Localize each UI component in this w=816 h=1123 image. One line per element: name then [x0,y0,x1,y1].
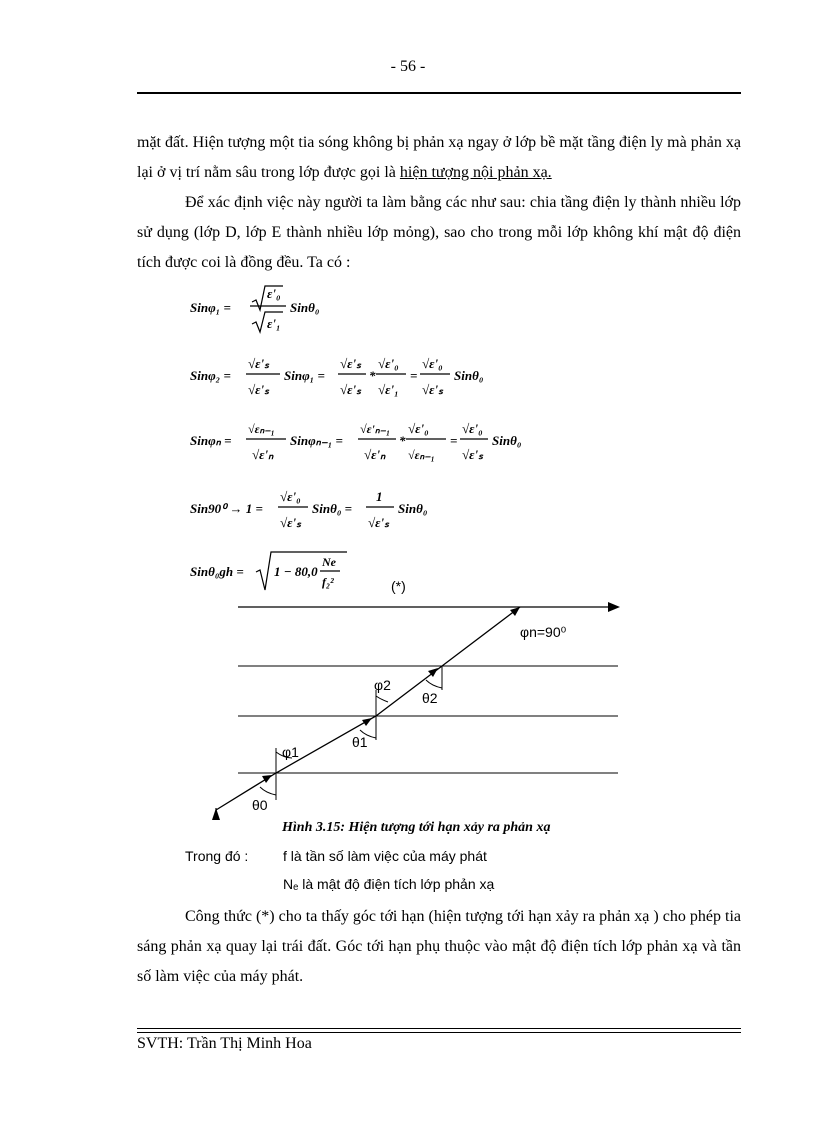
equation-1 [190,282,350,342]
svg-text:√ε'₀: √ε'₀ [422,356,443,371]
paragraph-intro-text: mặt đất. Hiện tượng một tia sóng không bị phản xạ ngay ở lớp bề mặt tầng điện ly mà phản xạ lại ở vị trí nằm sâu trong lớp được gọi là [137,134,741,181]
svg-text:√ε'ₙ: √ε'ₙ [364,447,386,462]
label-theta1: θ1 [352,734,368,750]
eq1-lhs: Sinφ₁ = [190,300,231,315]
figure-caption: Hình 3.15: Hiện tượng tới hạn xảy ra phản xạ [282,820,551,835]
svg-text:√ε'ₙ: √ε'ₙ [252,447,274,462]
svg-text:√ε'ₛ: √ε'ₛ [248,382,269,397]
eq2-lhs: Sinφ₂ = [190,368,231,383]
eq1-rhs: Sinθ₀ [290,300,320,315]
definition-ne: Nₑ là mật độ điện tích lớp phản xạ [283,876,495,892]
eq4-rhs: Sinθ₀ [398,501,428,516]
label-phi1: φ1 [282,744,299,760]
eq5-den: f₂² [322,575,334,589]
svg-text:√ε'ₛ: √ε'ₛ [422,382,443,397]
svg-text:√ε'₀: √ε'₀ [280,489,301,504]
svg-text:√εₙ₋₁: √εₙ₋₁ [248,422,275,436]
svg-text:√ε'ₛ: √ε'ₛ [340,382,361,397]
paragraph-intro [137,128,741,188]
definition-f: f là tần số làm việc của máy phát [283,848,487,864]
svg-text:√ε'₀: √ε'₀ [462,421,483,436]
svg-text:√ε'ₛ: √ε'ₛ [248,356,269,371]
label-theta2: θ2 [422,690,438,706]
footer-author: SVTH: Trần Thị Minh Hoa [137,1035,312,1052]
eq3-mid: Sinφₙ₋₁ = [290,433,343,448]
eq3-rhs: Sinθ₀ [492,433,522,448]
svg-text:1: 1 [376,489,383,504]
term-internal-reflection: hiện tượng nội phản xạ. [399,164,552,181]
definitions-label: Trong đó : [185,848,249,864]
eq2-mid: Sinφ₁ = [284,368,325,383]
svg-text:=: = [450,433,458,448]
equation-2 [190,350,490,410]
svg-text:√εₙ₋₁: √εₙ₋₁ [408,448,435,462]
svg-text:√ε'₀: √ε'₀ [378,356,399,371]
svg-text:ε'₁: ε'₁ [267,316,281,331]
eq4-mid: Sinθ₀ = [312,501,353,516]
svg-text:√ε'₀: √ε'₀ [408,421,429,436]
eq5-expr: 1 − 80,0 [274,564,318,579]
svg-text:ε'₀: ε'₀ [267,286,281,301]
svg-text:√ε'ₛ: √ε'ₛ [280,515,301,530]
svg-text:√ε'₁: √ε'₁ [378,382,399,397]
label-phi2: φ2 [374,677,391,693]
label-phi-n: φn=90⁰ [520,624,567,640]
svg-text:*: * [369,368,376,383]
footer-rule [137,1028,741,1033]
label-theta0: θ0 [252,797,268,813]
svg-text:=: = [410,368,418,383]
svg-text:√ε'ₛ: √ε'ₛ [368,515,389,530]
svg-text:√ε'ₛ: √ε'ₛ [340,356,361,371]
svg-text:*: * [399,433,406,448]
header-rule [137,92,741,94]
svg-text:√ε'ₛ: √ε'ₛ [462,447,483,462]
page-number: - 56 - [390,58,426,75]
equation-3 [190,415,530,475]
eq2-rhs: Sinθ₀ [454,368,484,383]
svg-text:√ε'ₙ₋₁: √ε'ₙ₋₁ [360,422,391,436]
equation-4 [190,483,450,543]
paragraph-method: Để xác định việc này người ta làm bằng các như sau: chia tầng điện ly thành nhiều lớp sử dụng (lớp D, lớp E thành nhiều lớp mỏng), sao cho trong mỗi lớp không khí mật độ điện tích được coi là đồng đều. Ta có : [137,194,741,271]
eq5-lhs: Sinθ₀gh = [190,564,244,579]
formula-marker: (*) [391,578,406,594]
paragraph-conclusion: Công thức (*) cho ta thấy góc tới hạn (hiện tượng tới hạn xảy ra phản xạ ) cho phép tia sáng phản xạ quay lại trái đất. Góc tới hạn phụ thuộc vào mật độ điện tích lớp phản xạ và tần số làm việc của máy phát. [137,908,741,985]
eq4-lhs: Sin90⁰ → 1 = [190,501,263,516]
eq5-num: Ne [322,555,336,569]
eq3-lhs: Sinφₙ = [190,433,232,448]
ray-diagram [180,580,640,825]
